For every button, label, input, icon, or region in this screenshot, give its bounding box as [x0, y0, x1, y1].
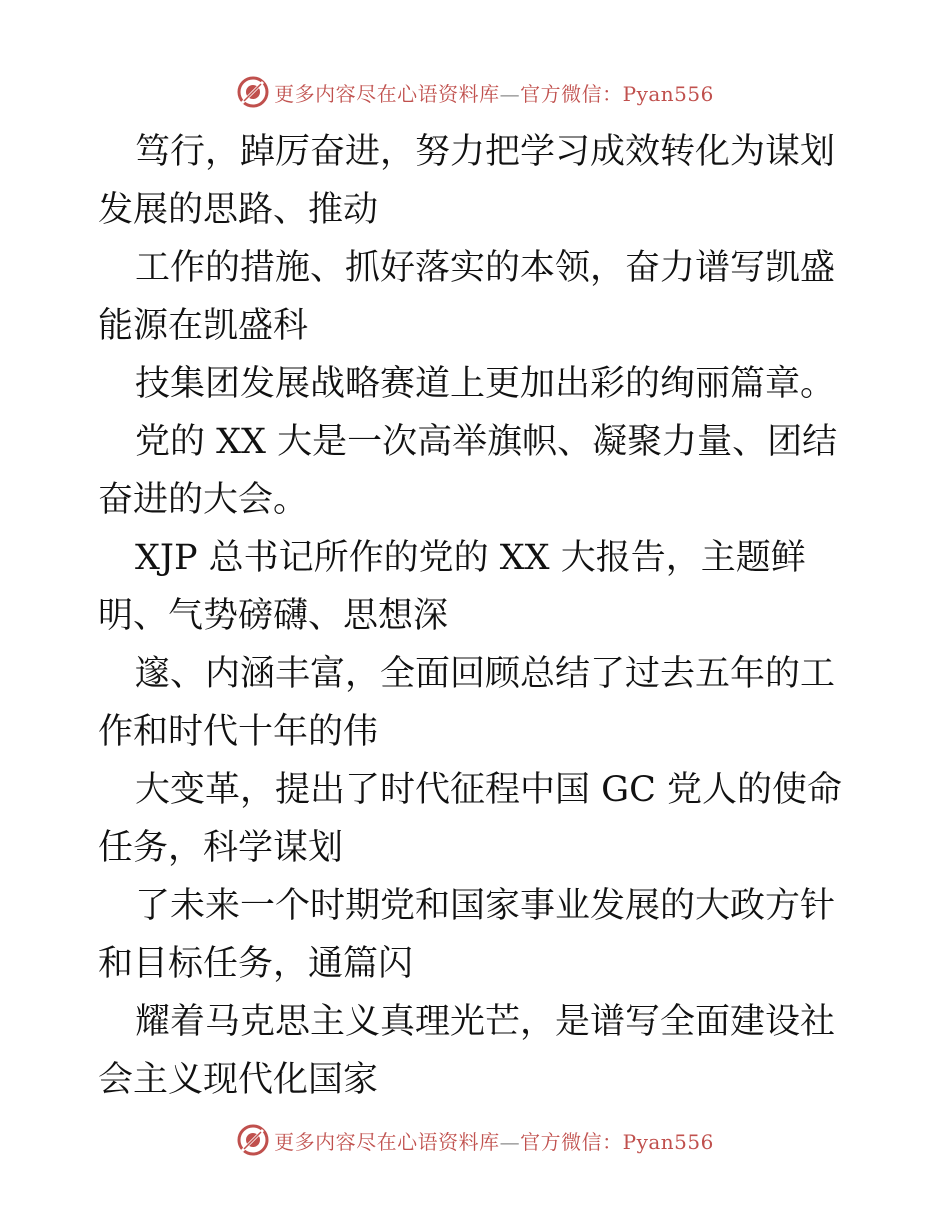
logo-icon [236, 75, 270, 109]
paragraph-1: 笃行，踔厉奋进，努力把学习成效转化为谋划发展的思路、推动 [98, 132, 836, 230]
paragraph-2: 工作的措施、抓好落实的本领，奋力谱写凯盛能源在凯盛科 [98, 248, 836, 346]
footer-banner [0, 1120, 950, 1160]
header-banner-separator: — [499, 81, 521, 106]
paragraph-7: 大变革，提出了时代征程中国 GC 党人的使命任务，科学谋划 [98, 770, 842, 868]
footer-banner-text [274, 1126, 714, 1155]
header-banner-contact: 官方微信：Pyan556 [520, 81, 714, 106]
document-body [98, 123, 858, 1109]
header-banner-main: 更多内容尽在心语资料库 [274, 81, 500, 106]
paragraph-4: 党的 XX 大是一次高举旗帜、凝聚力量、团结奋进的大会。 [98, 422, 838, 520]
footer-banner-separator: — [499, 1129, 521, 1154]
paragraph-3: 技集团发展战略赛道上更加出彩的绚丽篇章。 [135, 364, 836, 404]
logo-icon [236, 1123, 270, 1157]
header-banner [0, 72, 950, 112]
paragraph-6: 邃、内涵丰富，全面回顾总结了过去五年的工作和时代十年的伟 [98, 654, 836, 752]
paragraph-9: 耀着马克思主义真理光芒，是谱写全面建设社会主义现代化国家 [98, 1002, 836, 1100]
footer-banner-contact: 官方微信：Pyan556 [520, 1129, 714, 1154]
footer-banner-main: 更多内容尽在心语资料库 [274, 1129, 500, 1154]
paragraph-5: XJP 总书记所作的党的 XX 大报告，主题鲜明、气势磅礴、思想深 [98, 538, 806, 636]
header-banner-text [274, 78, 714, 107]
paragraph-8: 了未来一个时期党和国家事业发展的大政方针和目标任务，通篇闪 [98, 886, 836, 984]
